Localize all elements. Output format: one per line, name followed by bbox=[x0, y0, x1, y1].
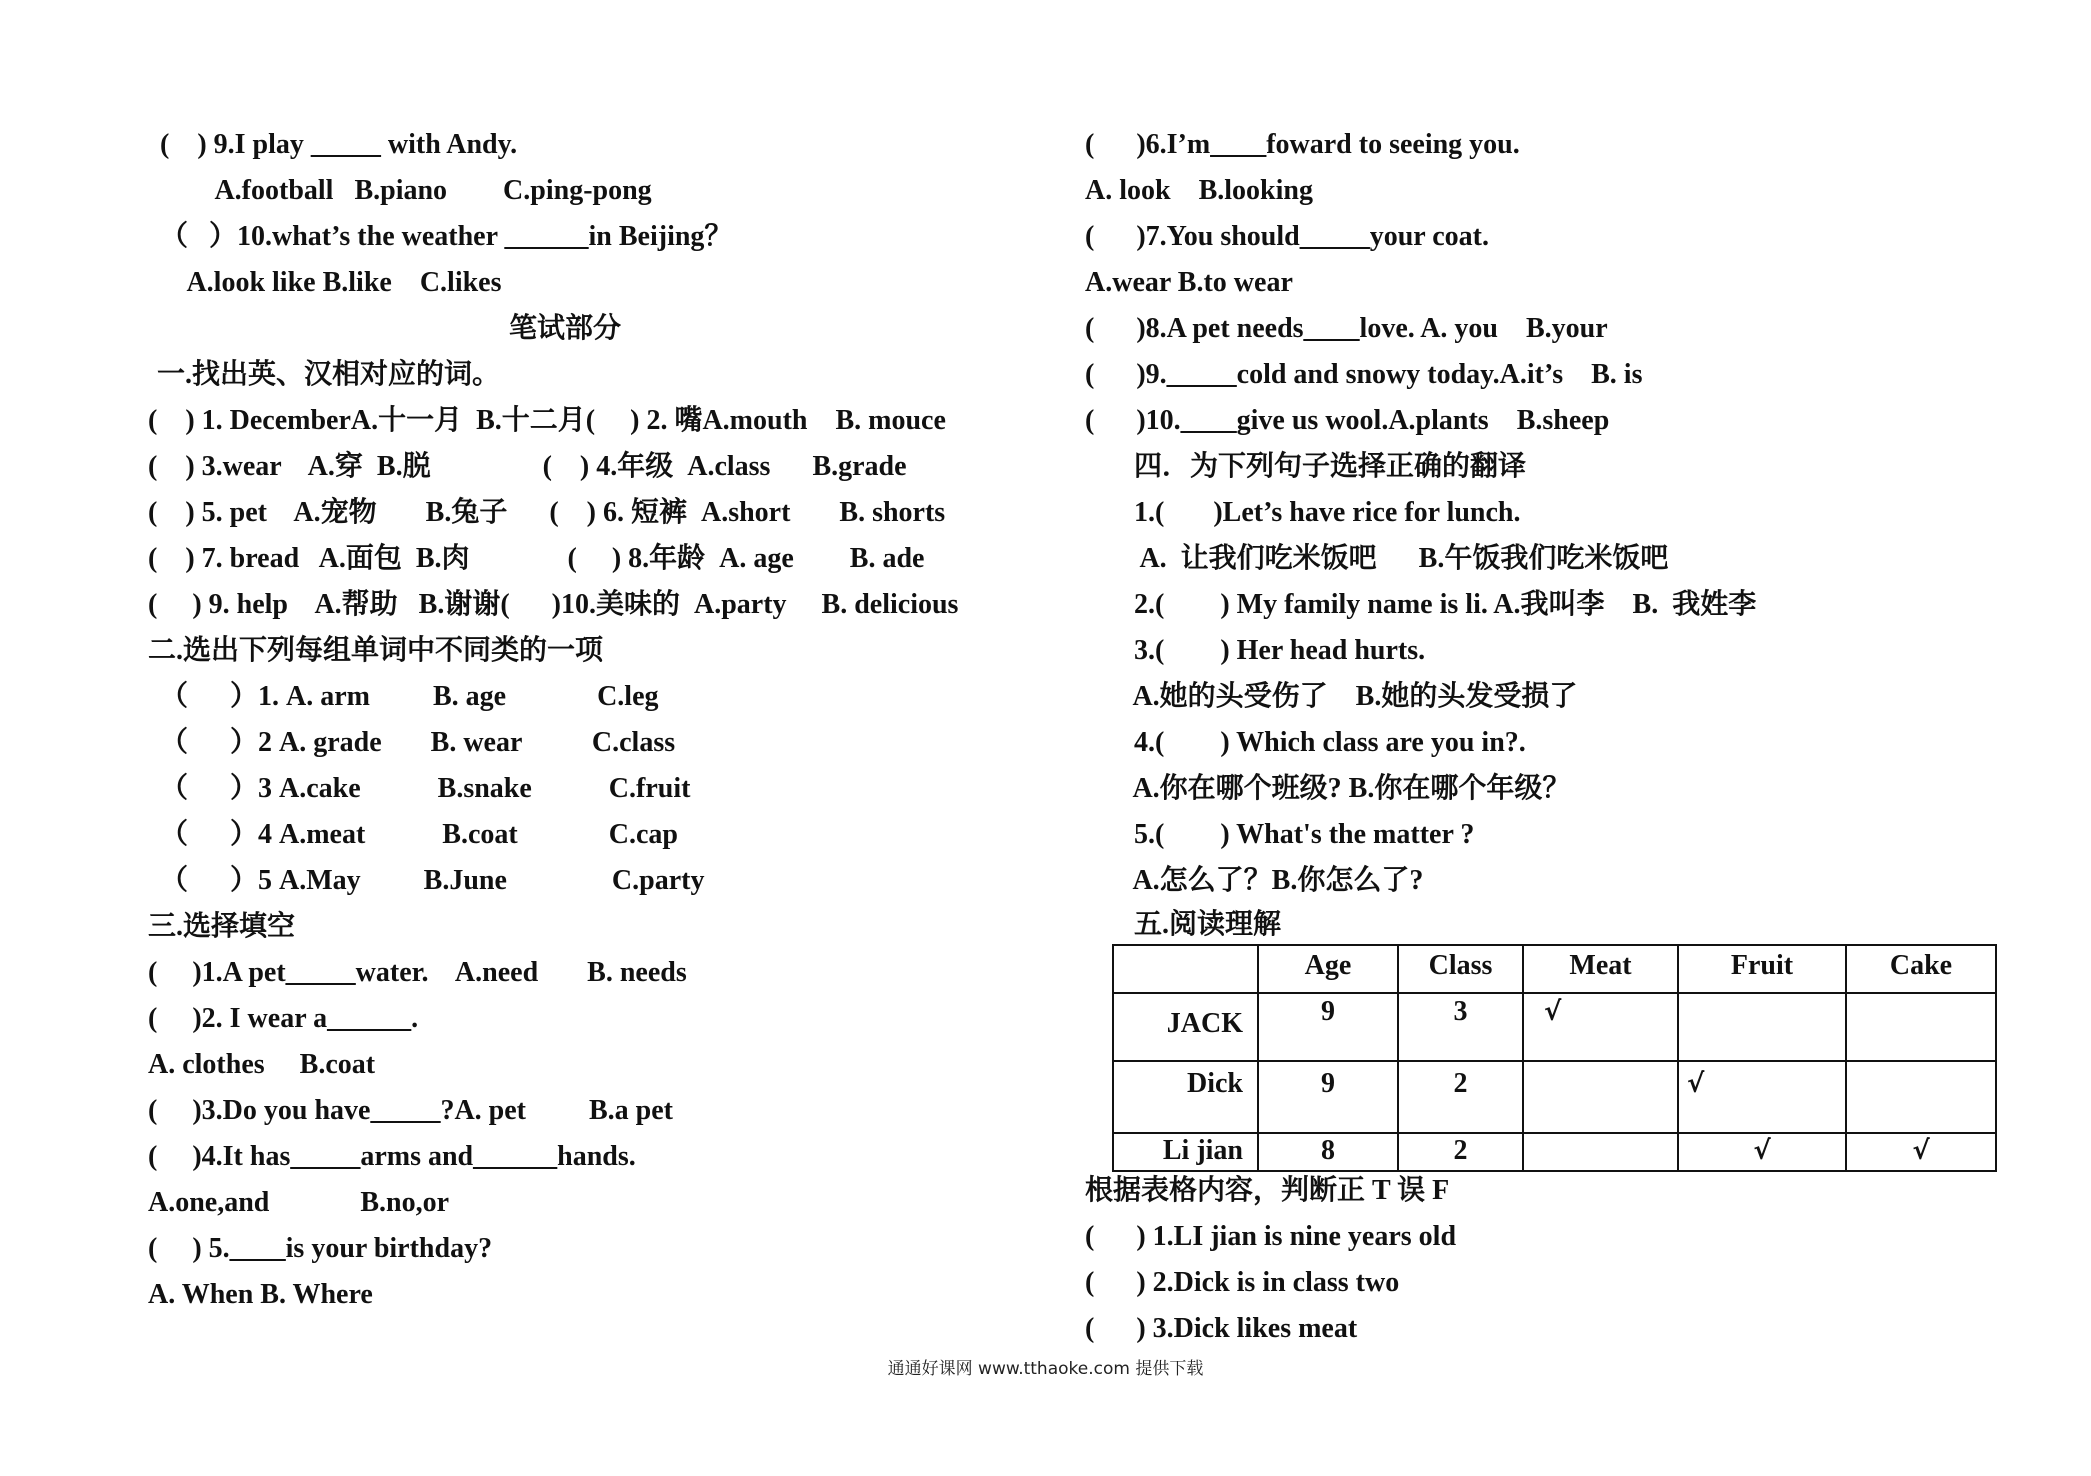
fill-blank-10: ( )10.____give us wool.A.plants B.sheep bbox=[1085, 405, 1610, 436]
fill-blank-6-options: A. look B.looking bbox=[1085, 175, 1313, 206]
question-10-weather: （ ）10.what’s the weather ______in Beijing？ bbox=[160, 221, 733, 252]
translation-2: 2.( ) My family name is li. A.我叫李 B. 我姓李 bbox=[1085, 589, 1757, 620]
row-name-dick: Dick bbox=[1113, 1061, 1258, 1133]
check-mark-cell bbox=[1846, 1133, 1996, 1171]
translation-5-options: A.怎么了？B.你怎么了? bbox=[1085, 865, 1424, 896]
odd-one-out-1: （ ）1. A. arm B. age C.leg bbox=[160, 681, 659, 712]
translation-5: 5.( ) What's the matter ? bbox=[1085, 819, 1475, 850]
translation-1-options: A. 让我们吃米饭吧 B.午饭我们吃米饭吧 bbox=[1085, 543, 1669, 574]
fill-blank-2-options: A. clothes B.coat bbox=[148, 1049, 376, 1080]
fill-blank-1: ( )1.A pet_____water. A.need B. needs bbox=[148, 957, 687, 988]
question-9-play: ( ) 9.I play _____ with Andy. bbox=[160, 129, 518, 160]
table-row bbox=[1113, 1133, 1996, 1171]
table-cell: 9 bbox=[1258, 1061, 1398, 1133]
table-row bbox=[1113, 993, 1996, 1061]
table-cell bbox=[1678, 993, 1846, 1061]
table-header-fruit: Fruit bbox=[1678, 945, 1846, 993]
translation-3: 3.( ) Her head hurts. bbox=[1085, 635, 1426, 666]
table-header-age: Age bbox=[1258, 945, 1398, 993]
table-cell: 2 bbox=[1398, 1061, 1523, 1133]
table-cell: 3 bbox=[1398, 993, 1523, 1061]
translation-4: 4.( ) Which class are you in?. bbox=[1085, 727, 1526, 758]
row-name-jack: JACK bbox=[1113, 993, 1258, 1061]
odd-one-out-3: （ ）3 A.cake B.snake C.fruit bbox=[160, 773, 691, 804]
table-cell bbox=[1523, 1061, 1678, 1133]
reading-table-header-row bbox=[1113, 945, 1996, 993]
table-cell: 9 bbox=[1258, 993, 1398, 1061]
table-cell bbox=[1846, 993, 1996, 1061]
table-cell: 8 bbox=[1258, 1133, 1398, 1171]
translation-3-options: A.她的头受伤了 B.她的头发受损了 bbox=[1085, 681, 1578, 712]
table-header-meat: Meat bbox=[1523, 945, 1678, 993]
check-mark: √ bbox=[1544, 997, 1562, 1027]
fill-blank-4: ( )4.It has_____arms and______hands. bbox=[148, 1141, 636, 1172]
row-name-li-jian: Li jian bbox=[1113, 1133, 1258, 1171]
true-false-1: ( ) 1.LI jian is nine years old bbox=[1085, 1221, 1457, 1252]
footer-credit: 通通好课网 www.tthaoke.com 提供下载 bbox=[887, 1359, 1204, 1379]
check-mark: √ bbox=[1912, 1136, 1930, 1166]
table-cell bbox=[1523, 1133, 1678, 1171]
fill-blank-6: ( )6.I’m____foward to seeing you. bbox=[1085, 129, 1520, 160]
fill-blank-4-options: A.one,and B.no,or bbox=[148, 1187, 450, 1218]
odd-one-out-5: （ ）5 A.May B.June C.party bbox=[160, 865, 705, 896]
table-cell: 2 bbox=[1398, 1133, 1523, 1171]
reading-table bbox=[1112, 944, 1997, 1172]
matching-row-3: ( ) 5. pet A.宠物 B.兔子 ( ) 6. 短裤 A.short B. shorts bbox=[148, 497, 946, 528]
table-cell bbox=[1846, 1061, 1996, 1133]
odd-one-out-4: （ ）4 A.meat B.coat C.cap bbox=[160, 819, 678, 850]
table-header-cell bbox=[1113, 945, 1258, 993]
check-mark-cell bbox=[1523, 993, 1678, 1061]
check-mark: √ bbox=[1753, 1136, 1771, 1166]
fill-blank-5-options: A. When B. Where bbox=[148, 1279, 373, 1310]
question-10-options: A.look like B.like C.likes bbox=[160, 267, 502, 298]
table-row bbox=[1113, 1061, 1996, 1133]
true-false-3: ( ) 3.Dick likes meat bbox=[1085, 1313, 1358, 1344]
written-section-title: 笔试部分 bbox=[508, 313, 621, 344]
odd-one-out-2: （ ）2 A. grade B. wear C.class bbox=[160, 727, 676, 758]
fill-blank-3: ( )3.Do you have_____?A. pet B.a pet bbox=[148, 1095, 673, 1126]
table-header-class: Class bbox=[1398, 945, 1523, 993]
section-3-heading: 三.选择填空 bbox=[148, 911, 296, 942]
true-false-heading: 根据表格内容，判断正 T 误 F bbox=[1085, 1175, 1450, 1206]
fill-blank-2: ( )2. I wear a______. bbox=[148, 1003, 419, 1034]
table-header-cake: Cake bbox=[1846, 945, 1996, 993]
section-1-heading: 一.找出英、汉相对应的词。 bbox=[150, 359, 501, 390]
matching-row-2: ( ) 3.wear A.穿 B.脱 ( ) 4.年级 A.class B.grade bbox=[148, 451, 907, 482]
section-5-heading: 五.阅读理解 bbox=[1085, 909, 1282, 940]
section-4-heading: 四．为下列句子选择正确的翻译 bbox=[1085, 451, 1527, 482]
section-2-heading: 二.选出下列每组单词中不同类的一项 bbox=[148, 635, 604, 666]
fill-blank-7: ( )7.You should_____your coat. bbox=[1085, 221, 1489, 252]
true-false-2: ( ) 2.Dick is in class two bbox=[1085, 1267, 1400, 1298]
matching-row-4: ( ) 7. bread A.面包 B.肉 ( ) 8.年龄 A. age B. ade bbox=[148, 543, 925, 574]
check-mark: √ bbox=[1687, 1069, 1705, 1099]
question-9-options: A.football B.piano C.ping-pong bbox=[160, 175, 652, 206]
fill-blank-9: ( )9._____cold and snowy today.A.it’s B. is bbox=[1085, 359, 1643, 390]
matching-row-5: ( ) 9. help A.帮助 B.谢谢( )10.美味的 A.party B. delicious bbox=[148, 589, 959, 620]
fill-blank-8: ( )8.A pet needs____love. A. you B.your bbox=[1085, 313, 1608, 344]
check-mark-cell bbox=[1678, 1133, 1846, 1171]
check-mark-cell bbox=[1678, 1061, 1846, 1133]
matching-row-1: ( ) 1. DecemberA.十一月 B.十二月( ) 2. 嘴A.mouth B. mouce bbox=[148, 405, 946, 436]
translation-1: 1.( )Let’s have rice for lunch. bbox=[1085, 497, 1521, 528]
translation-4-options: A.你在哪个班级? B.你在哪个年级？ bbox=[1085, 773, 1571, 804]
fill-blank-7-options: A.wear B.to wear bbox=[1085, 267, 1293, 298]
fill-blank-5: ( ) 5.____is your birthday? bbox=[148, 1233, 493, 1264]
